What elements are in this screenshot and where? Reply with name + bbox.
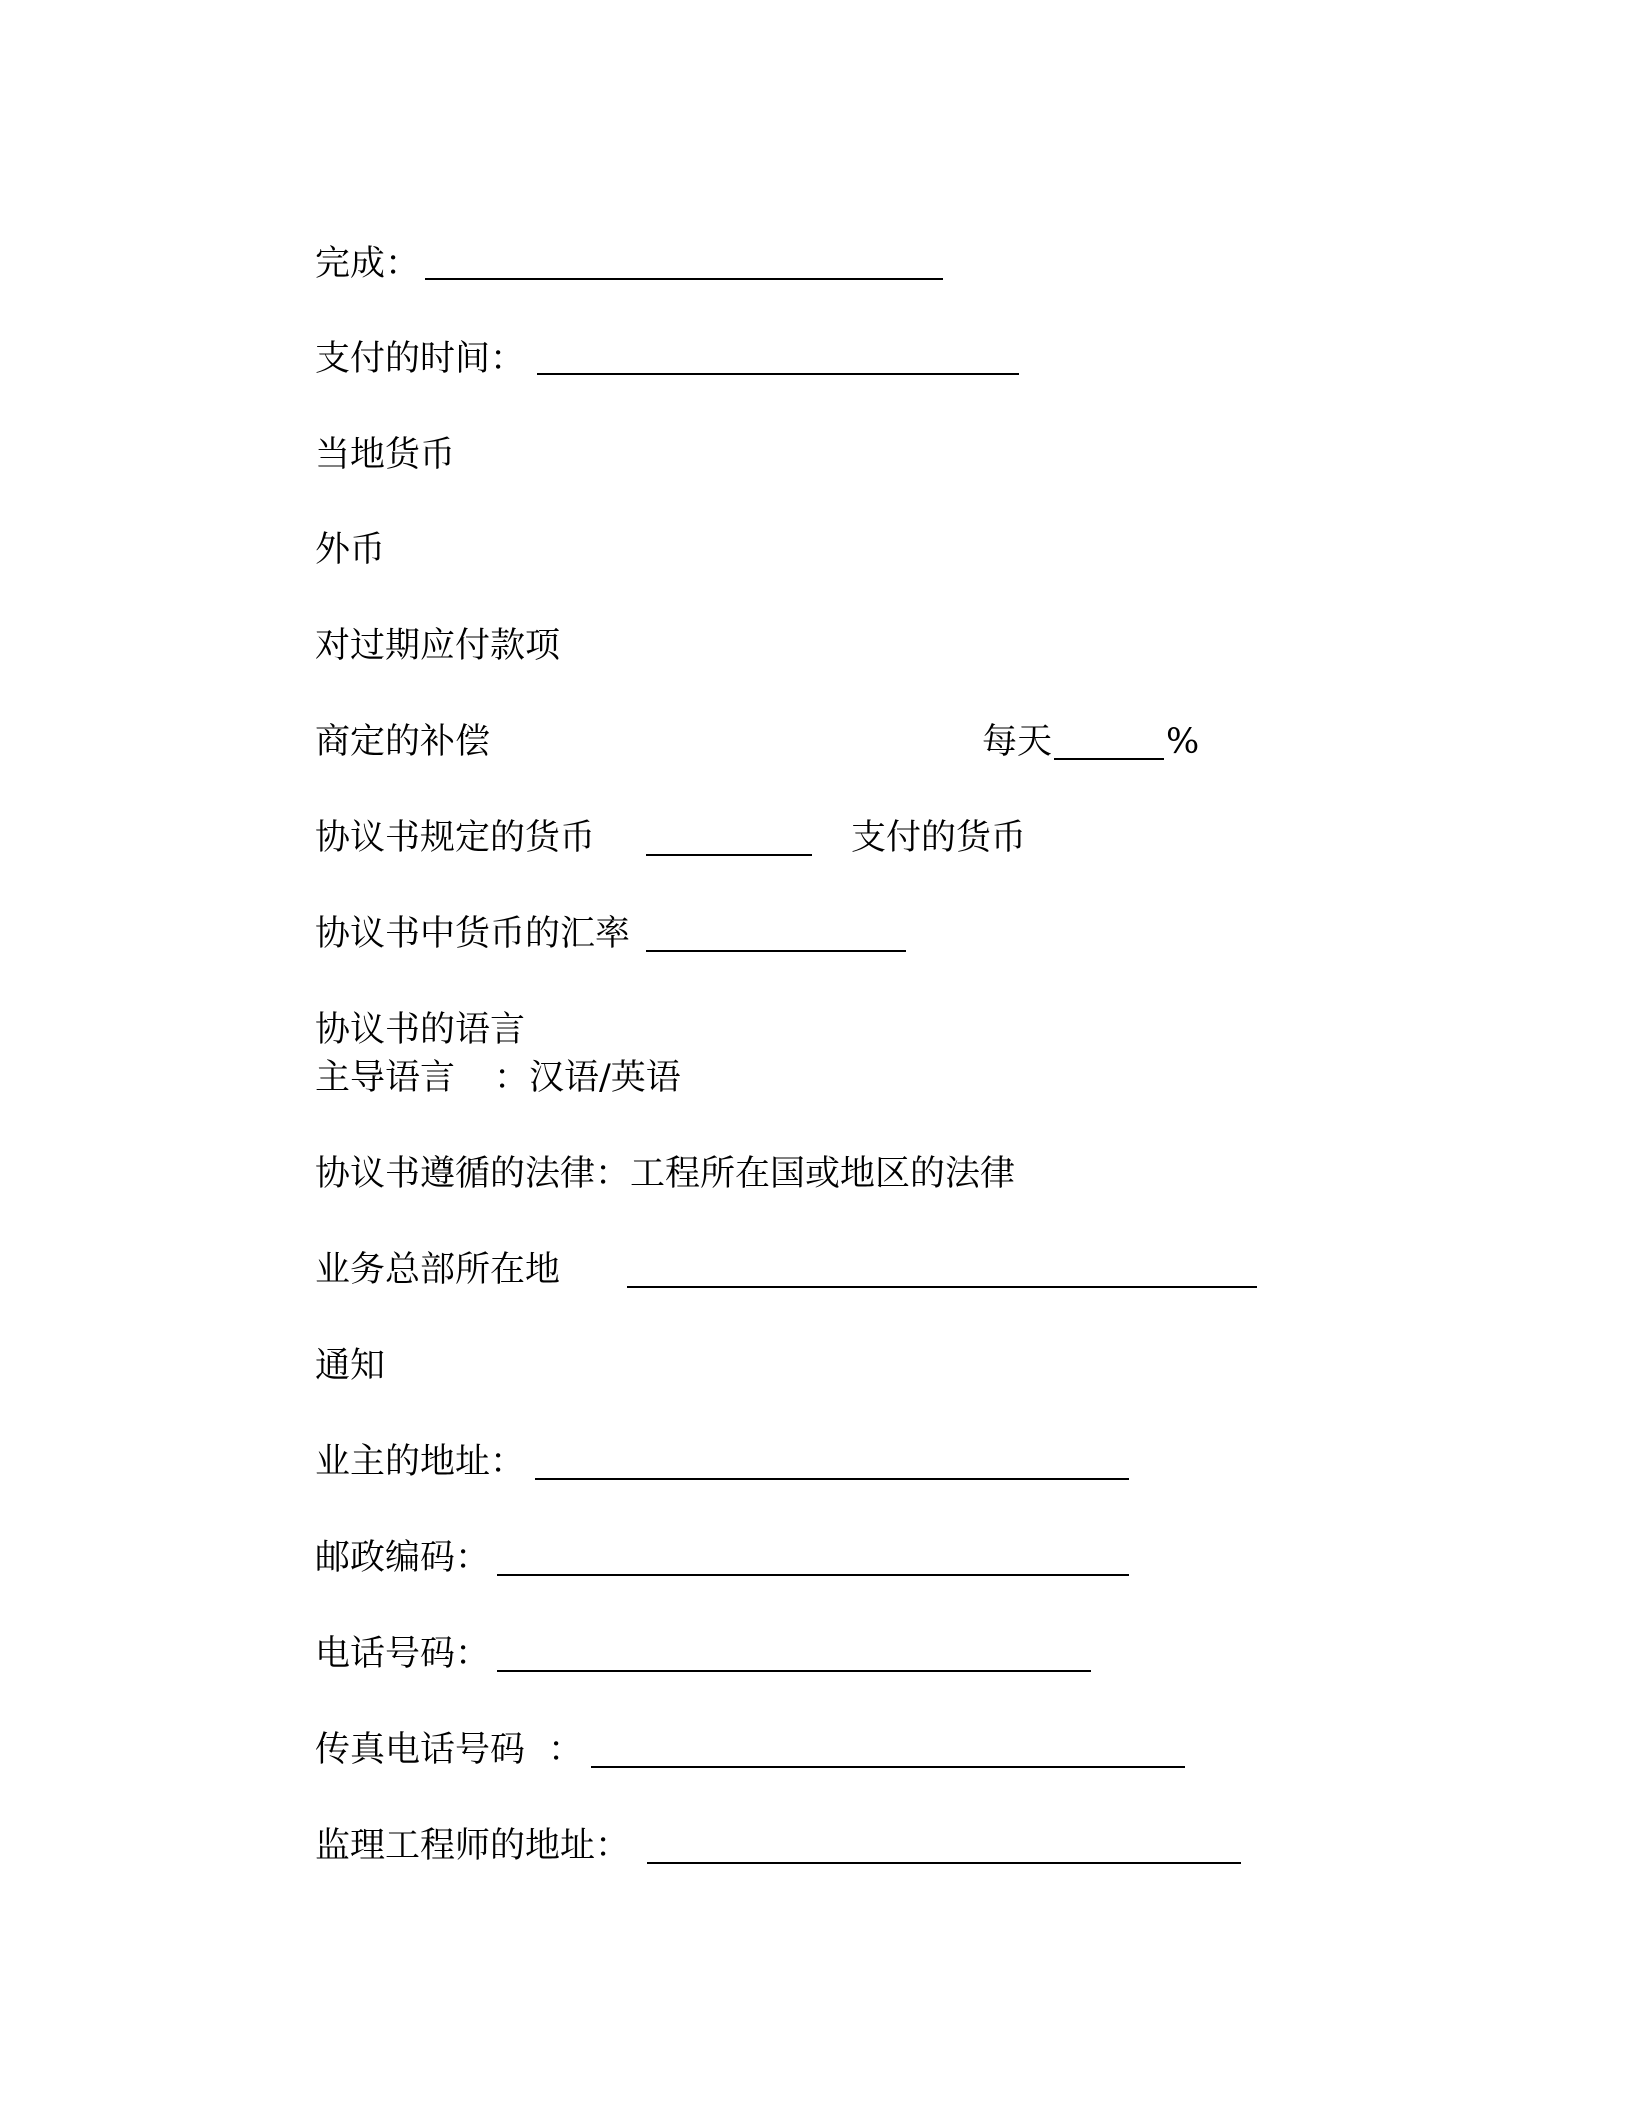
- fax-label: 传真电话号码: [315, 1730, 526, 1770]
- agreement-language-label: 协议书的语言: [315, 1010, 526, 1050]
- agreement-currency-blank: [646, 854, 812, 856]
- notice-heading: 通知: [315, 1346, 386, 1386]
- payment-time-blank: [537, 373, 1019, 375]
- per-day-percent-blank: [1054, 758, 1164, 760]
- completion-label: 完成：: [315, 244, 421, 284]
- payment-currency-label: 支付的货币: [851, 818, 1027, 858]
- owner-address-label: 业主的地址：: [315, 1442, 526, 1482]
- fax-blank: [591, 1766, 1185, 1768]
- exchange-rate-blank: [646, 950, 906, 952]
- exchange-rate-label: 协议书中货币的汇率: [315, 914, 631, 954]
- overdue-payments-label: 对过期应付款项: [315, 626, 561, 666]
- local-currency-label: 当地货币: [315, 435, 456, 475]
- fax-colon: ：: [548, 1730, 584, 1770]
- owner-address-blank: [535, 1478, 1129, 1480]
- postal-code-label: 邮政编码：: [315, 1538, 491, 1578]
- agreed-compensation-label: 商定的补偿: [315, 722, 491, 762]
- per-day-label: 每天: [982, 722, 1053, 762]
- payment-time-label: 支付的时间：: [315, 339, 526, 379]
- engineer-address-label: 监理工程师的地址：: [315, 1826, 631, 1866]
- headquarters-blank: [627, 1286, 1257, 1288]
- main-language-label: 主导语言: [315, 1058, 456, 1098]
- foreign-currency-label: 外币: [315, 530, 386, 570]
- completion-blank: [425, 278, 943, 280]
- governing-law-text: 协议书遵循的法律：工程所在国或地区的法律: [315, 1154, 1016, 1194]
- main-language-value: ：汉语/英语: [494, 1058, 681, 1098]
- engineer-address-blank: [647, 1862, 1241, 1864]
- postal-code-blank: [497, 1574, 1129, 1576]
- phone-label: 电话号码：: [315, 1634, 491, 1674]
- phone-blank: [497, 1670, 1091, 1672]
- percent-sign: %: [1166, 722, 1200, 762]
- agreement-currency-label: 协议书规定的货币: [315, 818, 596, 858]
- headquarters-label: 业务总部所在地: [315, 1250, 561, 1290]
